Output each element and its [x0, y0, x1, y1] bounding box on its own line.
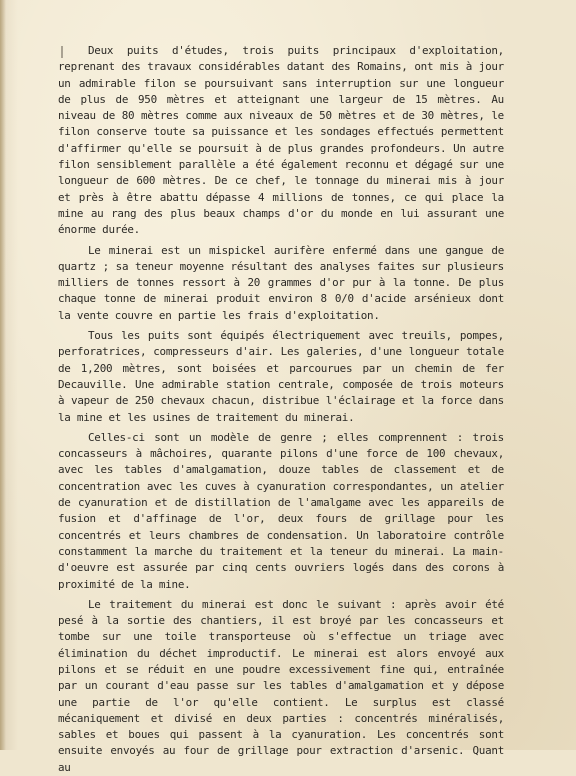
paragraph-5: Le traitement du minerai est donc le suivant : après avoir été pesé à la sortie des chantiers, il est broyé par les concasseurs et tombe sur une toile transporteuse où s'effectue un triage avec élimination du déchet improductif. Le minerai est alors envoyé aux pilons et se réduit en une poudre excessivement fine qui, entraînée par un courant d'eau passe sur les tables d'amalgamation et y dépose une partie de l'or qu'elle contient. Le surplus est classé mécaniquement et divisé en deux parties : concentrés minéralisés, sables et boues qui passent à la cyanuration. Les concentrés sont ensuite envoyés au four de grillage pour extraction d'arsenic. Quant au [58, 597, 504, 774]
paragraph-1: Deux puits d'études, trois puits principaux d'exploitation, reprenant des travaux considérables datant des Romains, ont mis à jour un admirable filon se poursuivant sans interruption sur une longueur de plus de 950 mètres et atteignant une largeur de 15 mètres. Au niveau de 80 mètres comme aux niveaux de 50 mètres et de 30 mètres, le filon conserve toute sa puissance et les sondages effectués permettent d'affirmer qu'elle se poursuit à de plus grandes profondeurs. Un autre filon sensiblement parallèle a été également reconnu et dégagé sur une longueur de 600 mètres. De ce chef, le tonnage du minerai mis à jour et près à être abattu dépasse 4 millions de tonnes, ce qui place la mine au rang des plus beaux champs d'or du monde en lui assurant une énorme durée. [58, 44, 504, 237]
page-edge-shadow [0, 0, 6, 750]
paragraph-3: Tous les puits sont équipés électriquement avec treuils, pompes, perforatrices, compresseurs d'air. Les galeries, d'une longueur totale de 1,200 mètres, sont boisées et parcourues par un chemin de fer Decauville. Une admirable station centrale, composée de trois moteurs à vapeur de 250 chevaux chacun, distribue l'éclairage et la force dans la mine et les usines de traitement du minerai. [58, 329, 504, 424]
paragraph-4: Celles-ci sont un modèle de genre ; elles comprennent : trois concasseurs à mâchoires, quarante pilons d'une force de 100 chevaux, avec les tables d'amalgamation, douze tables de classement et de concentration avec les cuves à cyanuration correspondantes, un atelier de cyanuration et de distillation de l'amalgame avec les appareils de fusion et d'affinage de l'or, deux fours de grillage pour les concentrés et leurs chambres de condensation. Un laboratoire contrôle constamment la marche du traitement et la teneur du minerai. La main-d'oeuvre est assurée par cinq cents ouvriers logés dans des corons à proximité de la mine. [58, 430, 504, 591]
body-text [58, 43, 504, 776]
paragraph-2: Le minerai est un mispickel aurifère enfermé dans une gangue de quartz ; sa teneur moyenne résultant des analyses faites sur plusieurs milliers de tonnes ressort à 20 grammes d'or pur à la tonne. De plus chaque tonne de minerai produit environ 8 0/0 d'acide arsénieux dont la vente couvre en partie les frais d'exploitation. [58, 243, 504, 322]
